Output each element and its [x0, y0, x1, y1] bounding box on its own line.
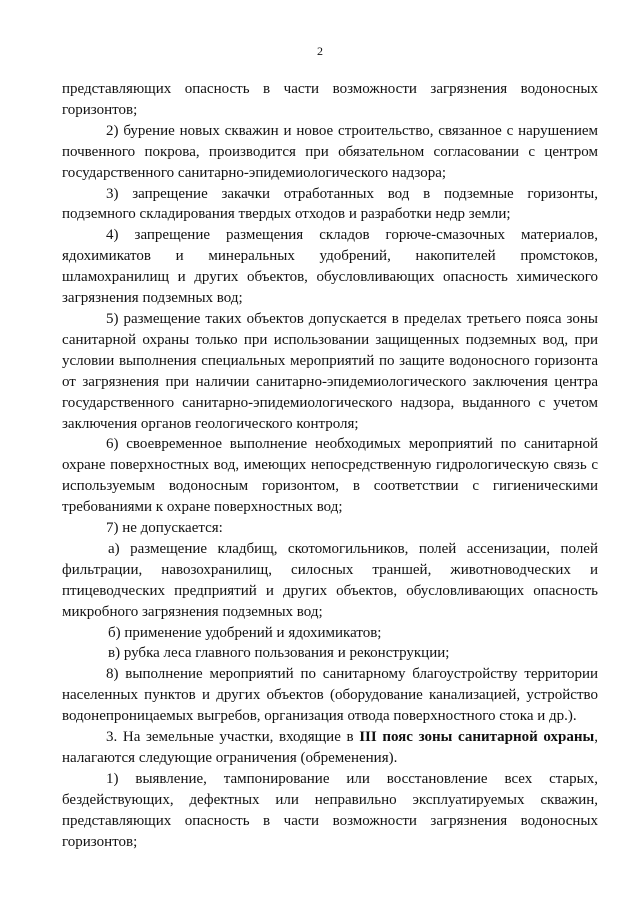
paragraph: 5) размещение таких объектов допускается в пределах третьего пояса зоны санитарной охраны только при использовании защищенных подземных вод, при условии выполнения специальных мероприятий по защите водоносного горизонта от загрязнения при наличии санитарно-эпидемиологического заключения центра государственного санитарно-эпидемиологического надзора, выданного с учетом заключения органов геологического контроля; — [62, 310, 598, 432]
paragraph: в) рубка леса главного пользования и реконструкции; — [108, 645, 450, 662]
paragraph: 1) выявление, тампонирование или восстановление всех старых, бездействующих, дефектных или неправильно эксплуатируемых скважин, представляющих опасность в части возможности загрязнения водоносных горизонтов; — [62, 770, 598, 850]
document-body — [62, 79, 598, 853]
paragraph: 6) своевременное выполнение необходимых мероприятий по санитарной охране поверхностных вод, имеющих непосредственную гидрологическую связь с используемым водоносным горизонтом, в соответствии с гигиеническими требованиями к охране поверхностных вод; — [62, 436, 598, 516]
page-number: 2 — [317, 44, 323, 58]
paragraph-section-3 — [62, 727, 598, 769]
paragraph: 2) бурение новых скважин и новое строительство, связанное с нарушением почвенного покрова, производится при обязательном согласовании с центром государственного санитарно-эпидемиологического надзора; — [62, 122, 598, 181]
paragraph: представляющих опасность в части возможности загрязнения водоносных горизонтов; — [62, 81, 598, 118]
paragraph: а) размещение кладбищ, скотомогильников, полей ассенизации, полей фильтрации, навозохранилищ, силосных траншей, животноводческих и птицеводческих предприятий и других объектов, обусловливающих опасность микробного загрязнения подземных вод; — [62, 540, 598, 620]
paragraph-text: 3. На земельные участки, входящие в — [106, 729, 360, 746]
paragraph: 4) запрещение размещения складов горюче-смазочных материалов, ядохимикатов и минеральных удобрений, накопителей промстоков, шламохранилищ и других объектов, обусловливающих опасность химического загрязнения подземных вод; — [62, 227, 598, 307]
paragraph: 3) запрещение закачки отработанных вод в подземные горизонты, подземного складирования твердых отходов и разработки недр земли; — [62, 185, 598, 223]
paragraph: б) применение удобрений и ядохимикатов; — [108, 624, 382, 641]
paragraph-text: , налагаются следующие ограничения (обременения). — [62, 729, 598, 766]
paragraph: 8) выполнение мероприятий по санитарному благоустройству территории населенных пунктов и других объектов (оборудование канализацией, устройство водонепроницаемых выгребов, организация отвода поверхностного стока и др.). — [62, 666, 598, 725]
paragraph: 7) не допускается: — [106, 520, 223, 537]
zone-name-bold: III пояс зоны санитарной охраны — [359, 729, 595, 746]
